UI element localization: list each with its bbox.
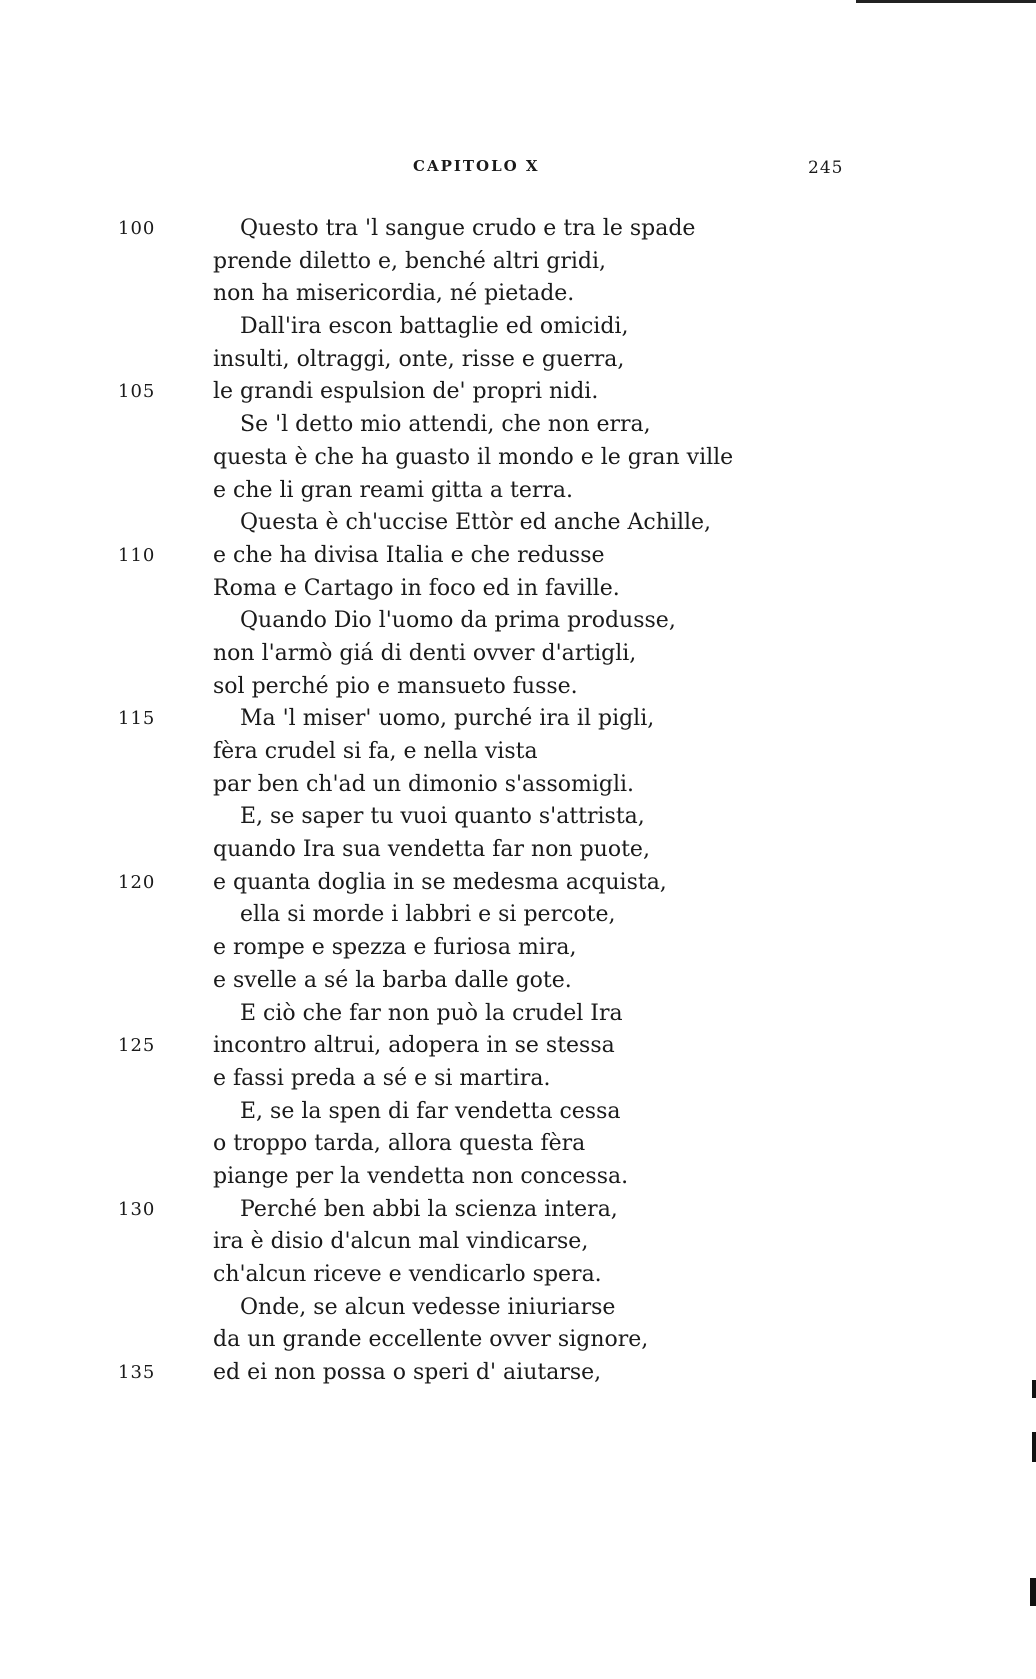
verse-line [0, 1226, 1036, 1259]
verse-text: e svelle a sé la barba dalle gote. [213, 967, 572, 993]
line-number: 120 [118, 871, 156, 893]
verse-line [0, 867, 1036, 900]
verse-text: ch'alcun riceve e vendicarlo spera. [213, 1262, 602, 1287]
verse-line [0, 278, 1036, 311]
verse-body [0, 213, 1036, 1390]
verse-text: non l'armò giá di denti ovver d'artigli, [213, 640, 637, 666]
verse-line [0, 409, 1036, 442]
verse-line [0, 1357, 1036, 1390]
verse-text: e rompe e spezza e furiosa mira, [213, 935, 577, 961]
scan-edge-mark [1032, 1432, 1036, 1462]
verse-text: piange per la vendetta non concessa. [213, 1163, 629, 1189]
verse-text: e che ha divisa Italia e che redusse [213, 542, 605, 568]
verse-text: e che li gran reami gitta a terra. [213, 477, 574, 503]
verse-text: sol perché pio e mansueto fusse. [213, 673, 578, 699]
line-number: 125 [118, 1035, 156, 1057]
verse-text: e fassi preda a sé e si martira. [213, 1065, 551, 1091]
verse-line [0, 801, 1036, 834]
verse-text: Ma 'l miser' uomo, purché ira il pigli, [240, 706, 655, 732]
verse-line [0, 899, 1036, 932]
line-number: 110 [118, 544, 156, 566]
line-number: 115 [118, 708, 156, 730]
verse-text: ira è disio d'alcun mal vindicarse, [213, 1229, 589, 1255]
verse-text: Se 'l detto mio attendi, che non erra, [240, 412, 651, 438]
verse-line [0, 932, 1036, 965]
verse-line [0, 475, 1036, 508]
verse-line [0, 1292, 1036, 1325]
verse-text: non ha misericordia, né pietade. [213, 281, 575, 307]
verse-text: o troppo tarda, allora questa fèra [213, 1131, 586, 1157]
verse-text: Dall'ira escon battaglie ed omicidi, [240, 314, 629, 340]
verse-text: fèra crudel si fa, e nella vista [213, 739, 538, 764]
verse-text: E, se la spen di far vendetta cessa [240, 1098, 621, 1124]
verse-text: Questo tra 'l sangue crudo e tra le spade [240, 216, 696, 241]
verse-line [0, 1128, 1036, 1161]
verse-line [0, 311, 1036, 344]
verse-line [0, 344, 1036, 377]
verse-line [0, 998, 1036, 1031]
verse-text: ella si morde i labbri e si percote, [240, 902, 616, 928]
verse-line [0, 1161, 1036, 1194]
verse-line [0, 965, 1036, 998]
verse-line [0, 1063, 1036, 1096]
line-number: 105 [118, 381, 156, 403]
verse-text: Roma e Cartago in foco ed in faville. [213, 575, 620, 601]
verse-text: Onde, se alcun vedesse iniuriarse [240, 1294, 616, 1320]
verse-line [0, 834, 1036, 867]
line-number: 135 [118, 1362, 156, 1384]
verse-line [0, 769, 1036, 802]
verse-text: par ben ch'ad un dimonio s'assomigli. [213, 771, 635, 797]
verse-line [0, 376, 1036, 409]
verse-text: ed ei non possa o speri d' aiutarse, [213, 1360, 602, 1386]
line-number: 130 [118, 1198, 156, 1220]
verse-text: incontro altrui, adopera in se stessa [213, 1033, 615, 1059]
verse-text: le grandi espulsion de' propri nidi. [213, 379, 599, 405]
scan-edge-rule [856, 0, 1036, 3]
line-number: 100 [118, 218, 156, 239]
verse-line [0, 671, 1036, 704]
verse-line [0, 736, 1036, 769]
verse-line [0, 573, 1036, 606]
verse-text: quando Ira sua vendetta far non puote, [213, 837, 650, 863]
verse-line [0, 507, 1036, 540]
verse-line [0, 1096, 1036, 1129]
verse-line [0, 540, 1036, 573]
verse-line [0, 246, 1036, 279]
verse-line [0, 213, 1036, 246]
verse-text: insulti, oltraggi, onte, risse e guerra, [213, 346, 625, 372]
verse-line [0, 1259, 1036, 1292]
verse-line [0, 605, 1036, 638]
running-header-title: CAPITOLO X [413, 157, 540, 175]
verse-text: prende diletto e, benché altri gridi, [213, 248, 607, 274]
verse-line [0, 1324, 1036, 1357]
page-number: 245 [808, 158, 844, 178]
scan-edge-mark [1030, 1578, 1036, 1606]
verse-text: E, se saper tu vuoi quanto s'attrista, [240, 804, 645, 830]
verse-line [0, 638, 1036, 671]
verse-text: Perché ben abbi la scienza intera, [240, 1196, 618, 1222]
verse-line [0, 1194, 1036, 1227]
verse-text: Quando Dio l'uomo da prima produsse, [240, 608, 676, 634]
verse-text: da un grande eccellente ovver signore, [213, 1327, 649, 1353]
verse-text: questa è che ha guasto il mondo e le gran ville [213, 444, 734, 470]
verse-text: e quanta doglia in se medesma acquista, [213, 869, 667, 895]
verse-line [0, 1030, 1036, 1063]
verse-line [0, 442, 1036, 475]
verse-text: Questa è ch'uccise Ettòr ed anche Achille, [240, 510, 712, 536]
verse-line [0, 703, 1036, 736]
verse-text: E ciò che far non può la crudel Ira [240, 1000, 623, 1026]
